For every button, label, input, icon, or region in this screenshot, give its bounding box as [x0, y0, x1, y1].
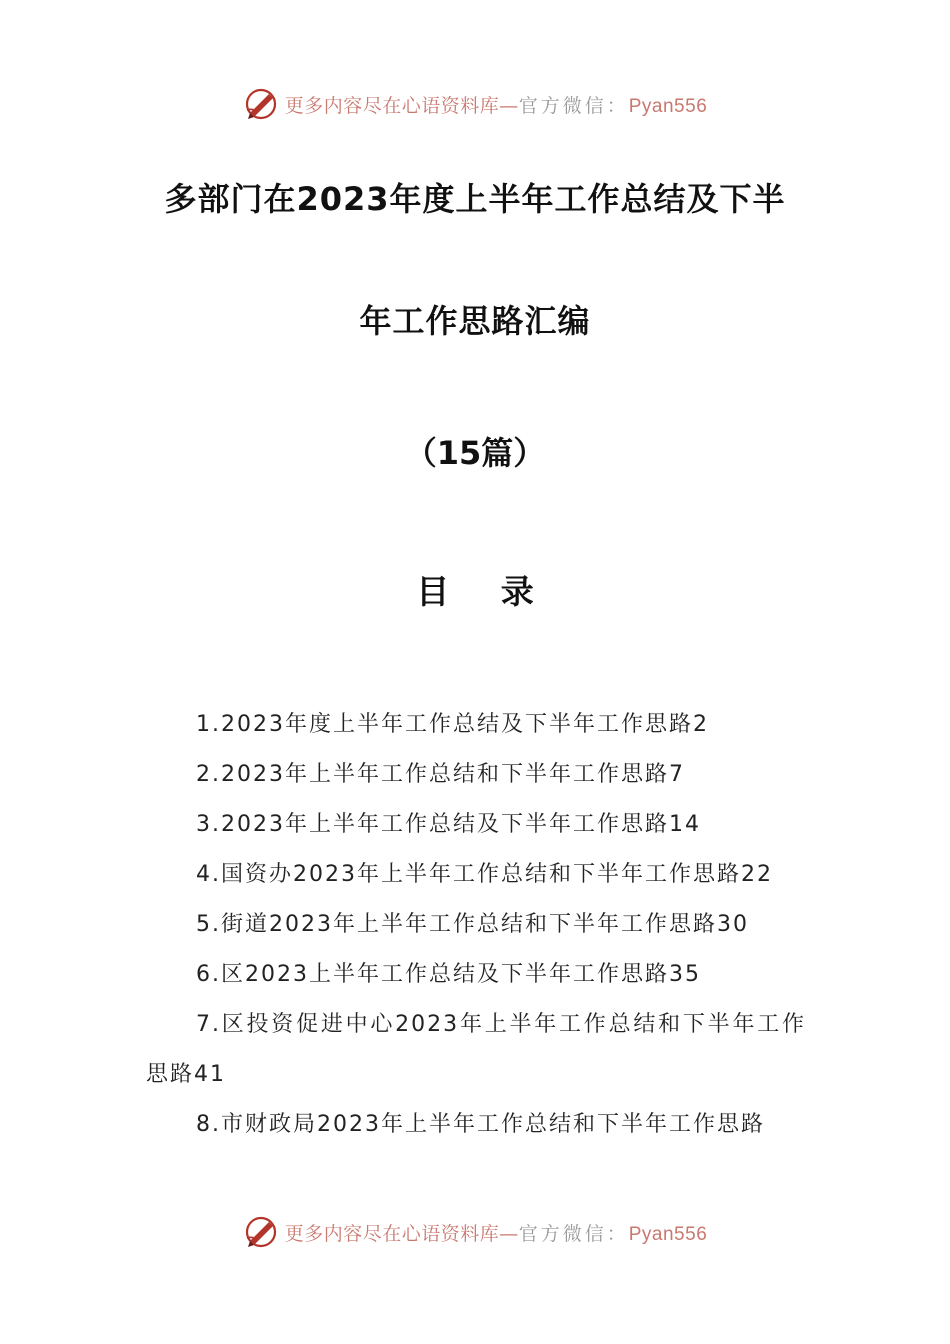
toc-item[interactable]: 2.2023年上半年工作总结和下半年工作思路7: [196, 762, 685, 787]
pen-logo-icon: [243, 1214, 279, 1250]
watermark-brand: 更多内容尽在心语资料库: [284, 1222, 500, 1245]
header-watermark: [0, 84, 950, 124]
toc-item[interactable]: 1.2023年度上半年工作总结及下半年工作思路2: [196, 712, 709, 737]
toc-item[interactable]: 7.区投资促进中心2023年上半年工作总结和下半年工作思路41: [146, 1012, 806, 1087]
document-title-line-2: 年工作思路汇编: [359, 302, 591, 340]
document-title-line-1: 多部门在2023年度上半年工作总结及下半: [164, 180, 786, 218]
watermark-account: Pyan556: [628, 1223, 708, 1245]
watermark-dash: —: [499, 94, 519, 117]
watermark-account: Pyan556: [628, 95, 708, 117]
toc-item[interactable]: 3.2023年上半年工作总结及下半年工作思路14: [196, 812, 701, 837]
toc-heading: 目 录: [416, 572, 554, 611]
article-count: （15篇）: [404, 434, 546, 472]
watermark-text: [285, 91, 708, 118]
toc-item[interactable]: 6.区2023上半年工作总结及下半年工作思路35: [196, 962, 701, 987]
watermark-text: [285, 1219, 708, 1246]
watermark-brand: 更多内容尽在心语资料库: [284, 94, 500, 117]
table-of-contents: [146, 700, 806, 1150]
pen-logo-icon: [243, 86, 279, 122]
watermark-dash: —: [499, 1222, 519, 1245]
toc-item[interactable]: 8.市财政局2023年上半年工作总结和下半年工作思路: [196, 1112, 765, 1137]
toc-item[interactable]: 4.国资办2023年上半年工作总结和下半年工作思路22: [196, 862, 773, 887]
toc-item[interactable]: 5.街道2023年上半年工作总结和下半年工作思路30: [196, 912, 749, 937]
footer-watermark: [0, 1212, 950, 1252]
watermark-label: 官方微信：: [518, 94, 629, 117]
watermark-label: 官方微信：: [518, 1222, 629, 1245]
